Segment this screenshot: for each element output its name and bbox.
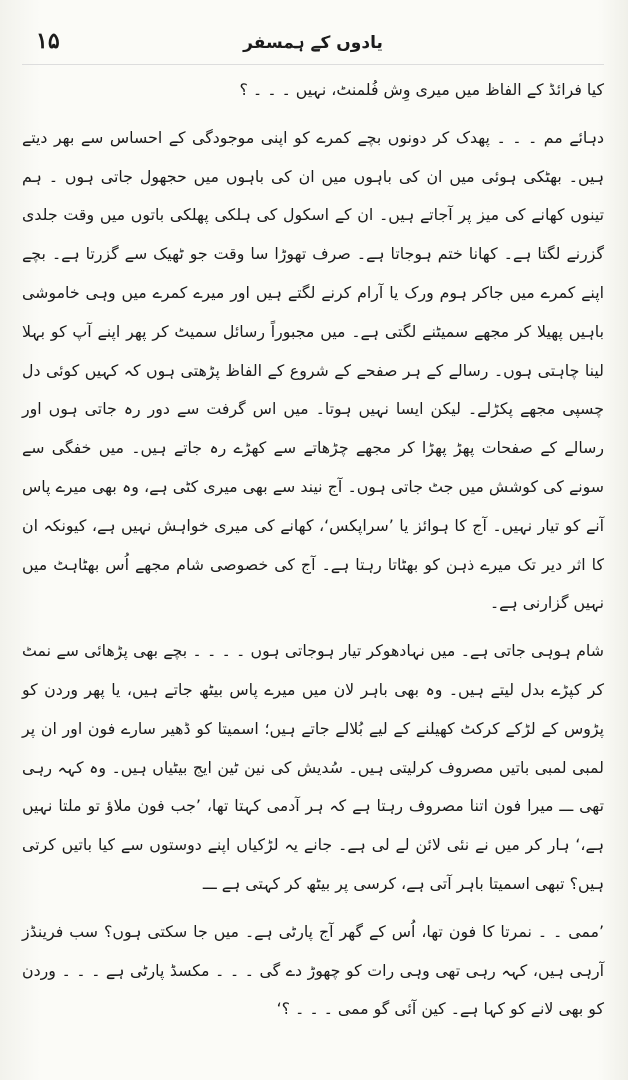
- page-header: [22, 30, 604, 65]
- paragraph-4: ’ممی ۔ ۔ نمرتا کا فون تھا، اُس کے گھر آج پارٹی ہے۔ میں جا سکتی ہوں؟ سب فرینڈز آرہی ہیں، کہہ رہی تھی وہی رات کو چھوڑ دے گی ۔ ۔ ۔ مکسڈ پارٹی ہے ۔ ۔ ۔ وردن کو بھی لانے کو کہا ہے۔ کین آئی گو ممی ۔ ۔ ۔ ؟‘: [22, 921, 604, 1019]
- paragraph-2: دہائے مم ۔ ۔ ۔ پھدک کر دونوں بچے کمرے کو اپنی موجودگی کے احساس سے بھر دیتے ہیں۔ بھٹکی ہوئی میں ان کی باہوں میں ان کی باہوں میں حجھول جاتی ہوں ۔ ہم تینوں کھانے کی میز پر آجاتے ہیں۔ ان کے اسکول کی ہلکی پھلکی باتوں میں وقت جلدی گزرنے لگتا ہے۔ کھانا ختم ہوجاتا ہے۔ صرف تھوڑا سا وقت جو ٹھیک سے گزرتا ہے۔ بچے اپنے کمرے میں جاکر ہوم ورک یا آرام کرنے لگتے ہیں اور میرے کمرے میں وہی خاموشی باہیں پھیلا کر مجھے سمیٹنے لگتی ہے۔ میں مجبوراً رسائل سمیٹ کر پھر اپنے آپ کو بہلا لینا چاہتی ہوں۔ رسالے کے ہر صفحے کے شروع کے الفاظ پڑھتی ہوں کہ کہیں کوئی دل چسپی مجھے پکڑلے۔ لیکن ایسا نہیں ہوتا۔ میں اس گرفت سے دور رہ جاتی ہوں اور رسالے کے صفحات پھڑ پھڑا کر مجھے چڑھاتے سے کھڑے رہ جاتے ہیں۔ میں خفگی سے سونے کی کوشش میں جٹ جاتی ہوں۔ آج نیند سے بھی میری کٹی ہے، وہ بھی میرے پاس آنے کو تیار نہیں۔ آج کا ہوائز یا ’سراپکس‘، کھانے کی میری خواہش نہیں ہے، کیونکہ ان کا اثر دیر تک میرے ذہن کو بھٹاتا رہتا ہے۔ آج کی خصوصی شام مجھے اُس بھٹاہٹ میں نہیں گزارنی ہے۔: [22, 127, 604, 613]
- paragraph-3: شام ہوہی جاتی ہے۔ میں نہادھوکر تیار ہوجاتی ہوں ۔ ۔ ۔ ۔ بچے بھی پڑھائی سے نمٹ کر کپڑے بدل لیتے ہیں۔ وہ بھی باہر لان میں میرے پاس بیٹھ جاتے ہیں، یا پھر وردن کو پڑوس کے لڑکے کرکٹ کھیلنے کے لیے بُلالے جاتے ہیں؛ اسمیتا کو ڈھیر سارے فون اور ان پر لمبی لمبی باتیں مصروف کرلیتی ہیں۔ سُدیش کی نین ٹین ایج بیٹیاں ہیں۔ وہ کہہ رہی تھی ـــ میرا فون اتنا مصروف رہتا ہے کہ ہر آدمی کہتا تھا، ’جب فون ملاؤ تو ملتا نہیں ہے،‘ ہار کر میں نے نئی لائن لے لی ہے۔ جانے یہ لڑکیاں اپنے دوستوں سے کیا باتیں کرتی ہیں؟ تبھی اسمیتا باہر آتی ہے، کرسی پر بیٹھ کر کہتی ہے ـــ: [22, 641, 604, 893]
- page-number: ۱۵: [36, 28, 60, 54]
- running-title: یادوں کے ہمسفر: [243, 33, 383, 53]
- body-text: [22, 71, 604, 1029]
- paragraph-1: کیا فرائڈ کے الفاظ میں میری وِش فُلمنٹ، نہیں ۔ ۔ ۔ ؟: [239, 80, 604, 99]
